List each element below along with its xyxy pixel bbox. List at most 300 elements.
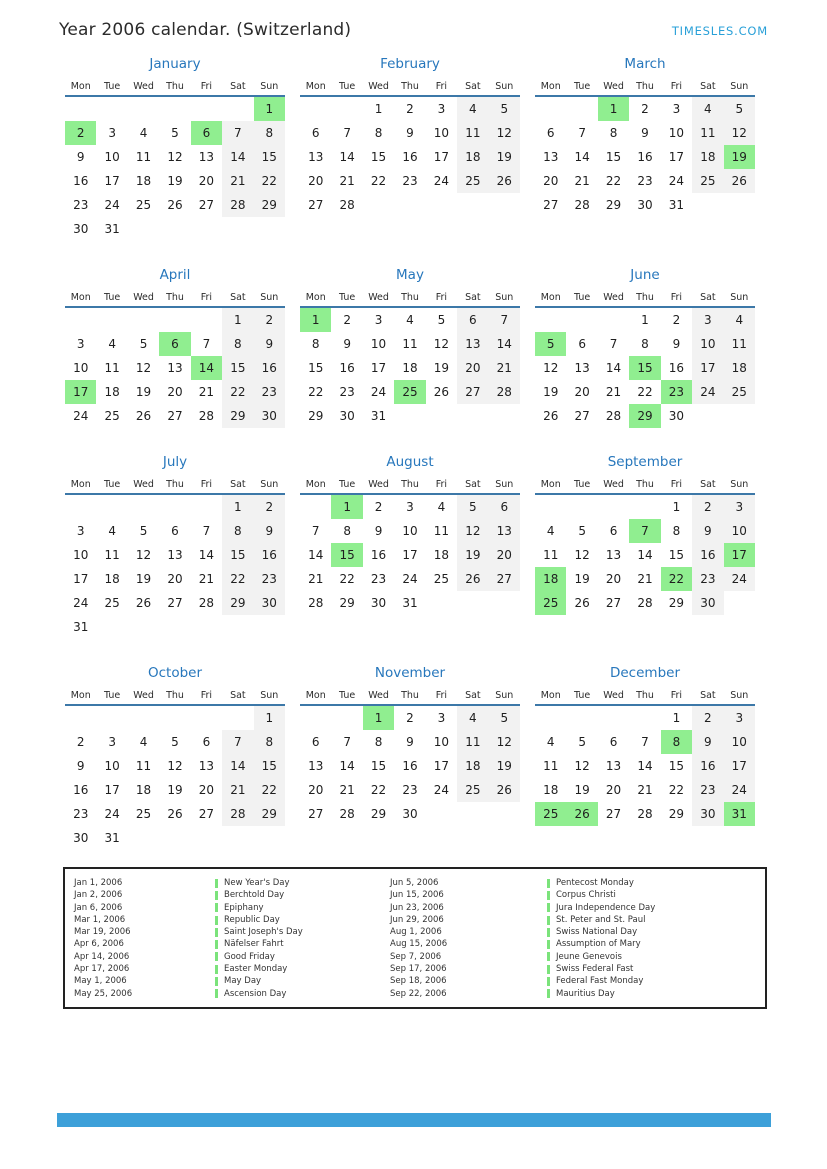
- day-cell: 12: [135, 361, 152, 375]
- day-cell: 16: [637, 150, 653, 164]
- weekday-label: Sat: [230, 292, 246, 303]
- day-cell: 20: [489, 543, 520, 567]
- holiday-day-cell: 5: [535, 332, 566, 356]
- empty-cell: [457, 591, 488, 615]
- holiday-marker-icon: [547, 928, 550, 937]
- day-cell: 10: [104, 150, 120, 164]
- day-cell: 23: [402, 783, 418, 797]
- holiday-marker-icon: [547, 879, 550, 888]
- empty-cell: [331, 97, 362, 121]
- weekday-label: Wed: [133, 81, 154, 92]
- empty-cell: [489, 802, 520, 826]
- weekday-label: Wed: [133, 479, 154, 490]
- month-day-grid: [535, 308, 755, 428]
- day-cell: 12: [574, 548, 590, 562]
- day-cell: 22: [668, 783, 685, 797]
- day-cell: 10: [370, 337, 387, 351]
- holiday-marker-icon: [547, 940, 550, 949]
- legend-holiday-name: [547, 926, 759, 938]
- day-cell: 8: [254, 121, 285, 145]
- day-cell: 24: [692, 380, 723, 404]
- day-cell: 2: [254, 308, 285, 332]
- month-january: [65, 56, 285, 241]
- day-cell: 14: [637, 759, 653, 773]
- day-cell: 2: [672, 313, 681, 327]
- day-cell: 11: [135, 150, 152, 164]
- weekday-label: Thu: [401, 81, 419, 92]
- day-cell: 15: [254, 145, 285, 169]
- day-cell: 28: [339, 198, 355, 212]
- day-cell: 15: [254, 754, 285, 778]
- weekday-header-row: [65, 81, 285, 97]
- day-cell: 24: [724, 778, 755, 802]
- day-cell: 26: [167, 198, 183, 212]
- legend-holiday-name: [547, 938, 759, 950]
- day-cell: 2: [641, 102, 649, 116]
- day-cell: 7: [489, 308, 520, 332]
- empty-cell: [598, 495, 629, 519]
- day-cell: 29: [254, 802, 285, 826]
- day-cell: 16: [402, 150, 418, 164]
- day-cell: 4: [546, 524, 555, 538]
- day-cell: 27: [308, 807, 324, 821]
- empty-cell: [426, 802, 457, 826]
- legend-date: Jan 6, 2006: [74, 902, 123, 913]
- empty-cell: [65, 308, 96, 332]
- day-cell: 1: [672, 711, 681, 725]
- day-cell: 20: [457, 356, 488, 380]
- legend-holiday-name: [215, 926, 390, 938]
- holiday-day-cell: 18: [535, 567, 566, 591]
- month-day-grid: [300, 495, 520, 615]
- holiday-day-cell: 2: [65, 121, 96, 145]
- day-cell: 29: [308, 409, 324, 423]
- weekday-label: Tue: [104, 81, 121, 92]
- day-cell: 13: [457, 332, 488, 356]
- weekday-label: Sun: [260, 690, 279, 701]
- legend-holiday-name: [547, 889, 759, 901]
- day-cell: 27: [167, 596, 183, 610]
- day-cell: 24: [104, 198, 120, 212]
- holiday-day-cell: 22: [661, 567, 692, 591]
- day-cell: 14: [308, 548, 324, 562]
- day-cell: 25: [692, 169, 723, 193]
- day-cell: 27: [605, 807, 622, 821]
- day-cell: 14: [339, 150, 355, 164]
- empty-cell: [65, 495, 96, 519]
- day-cell: 26: [489, 778, 520, 802]
- day-cell: 13: [167, 361, 183, 375]
- day-cell: 20: [167, 385, 183, 399]
- month-title: April: [159, 267, 191, 283]
- day-cell: 21: [339, 174, 355, 188]
- empty-cell: [65, 97, 96, 121]
- legend-holiday-name: [215, 988, 390, 1000]
- weekday-header-row: [300, 292, 520, 308]
- day-cell: 30: [339, 409, 355, 423]
- day-cell: 20: [605, 783, 622, 797]
- day-cell: 31: [370, 409, 387, 423]
- day-cell: 28: [339, 807, 355, 821]
- legend-holiday-label: May Day: [224, 976, 262, 987]
- weekday-label: Fri: [200, 479, 213, 490]
- day-cell: 23: [73, 198, 89, 212]
- day-cell: 11: [104, 361, 120, 375]
- day-cell: 3: [437, 711, 446, 725]
- day-cell: 20: [543, 174, 559, 188]
- day-cell: 19: [135, 572, 152, 586]
- day-cell: 21: [222, 169, 253, 193]
- holiday-day-cell: 19: [724, 145, 755, 169]
- holiday-marker-icon: [547, 965, 550, 974]
- day-cell: 18: [692, 145, 723, 169]
- empty-cell: [96, 308, 127, 332]
- empty-cell: [394, 404, 425, 428]
- holiday-day-cell: 25: [535, 591, 566, 615]
- empty-cell: [128, 615, 159, 639]
- holiday-day-cell: 6: [191, 121, 222, 145]
- legend-holiday-name: [215, 938, 390, 950]
- day-cell: 27: [167, 409, 183, 423]
- empty-cell: [128, 217, 159, 241]
- legend-date: Mar 19, 2006: [74, 927, 131, 938]
- month-may: [300, 267, 520, 428]
- day-cell: 4: [724, 308, 755, 332]
- month-day-grid: [535, 706, 755, 826]
- empty-cell: [159, 97, 190, 121]
- day-cell: 4: [406, 313, 414, 327]
- day-cell: 15: [370, 759, 387, 773]
- weekday-label: Tue: [574, 690, 591, 701]
- day-cell: 4: [108, 524, 116, 538]
- weekday-label: Fri: [670, 690, 683, 701]
- holiday-day-cell: 23: [661, 380, 692, 404]
- weekday-label: Sun: [730, 292, 749, 303]
- day-cell: 30: [668, 409, 685, 423]
- day-cell: 26: [457, 567, 488, 591]
- day-cell: 13: [167, 548, 183, 562]
- empty-cell: [191, 495, 222, 519]
- weekday-header-row: [300, 479, 520, 495]
- day-cell: 28: [222, 193, 253, 217]
- day-cell: 22: [339, 572, 355, 586]
- day-cell: 3: [724, 706, 755, 730]
- day-cell: 7: [222, 121, 253, 145]
- empty-cell: [96, 615, 127, 639]
- day-cell: 4: [457, 706, 488, 730]
- weekday-label: Mon: [540, 690, 561, 701]
- day-cell: 1: [254, 706, 285, 730]
- holiday-marker-icon: [547, 952, 550, 961]
- day-cell: 9: [406, 735, 414, 749]
- day-cell: 27: [308, 198, 324, 212]
- holiday-marker-icon: [547, 891, 550, 900]
- holiday-marker-icon: [215, 928, 218, 937]
- day-cell: 18: [104, 385, 120, 399]
- weekday-label: Sat: [465, 690, 481, 701]
- day-cell: 10: [724, 730, 755, 754]
- day-cell: 5: [139, 337, 148, 351]
- weekday-label: Fri: [435, 479, 448, 490]
- day-cell: 3: [76, 524, 85, 538]
- day-cell: 17: [724, 754, 755, 778]
- day-cell: 4: [457, 97, 488, 121]
- day-cell: 20: [167, 572, 183, 586]
- weekday-label: Sun: [495, 690, 514, 701]
- day-cell: 4: [546, 735, 555, 749]
- day-cell: 8: [374, 126, 383, 140]
- weekday-label: Wed: [603, 81, 624, 92]
- day-cell: 26: [167, 807, 183, 821]
- weekday-label: Tue: [574, 292, 591, 303]
- day-cell: 18: [457, 754, 488, 778]
- empty-cell: [300, 495, 331, 519]
- day-cell: 19: [574, 572, 590, 586]
- day-cell: 5: [724, 97, 755, 121]
- empty-cell: [566, 495, 597, 519]
- empty-cell: [535, 706, 566, 730]
- day-cell: 5: [171, 735, 179, 749]
- month-day-grid: [65, 706, 285, 850]
- day-cell: 7: [222, 730, 253, 754]
- legend-holiday-name: [215, 951, 390, 963]
- day-cell: 6: [457, 308, 488, 332]
- day-cell: 19: [489, 754, 520, 778]
- day-cell: 28: [489, 380, 520, 404]
- day-cell: 23: [254, 567, 285, 591]
- day-cell: 21: [637, 572, 653, 586]
- weekday-label: Mon: [70, 690, 91, 701]
- day-cell: 8: [311, 337, 320, 351]
- day-cell: 20: [308, 174, 324, 188]
- day-cell: 15: [605, 150, 622, 164]
- empty-cell: [128, 826, 159, 850]
- day-cell: 30: [73, 831, 89, 845]
- weekday-header-row: [300, 81, 520, 97]
- day-cell: 24: [433, 174, 450, 188]
- day-cell: 15: [222, 356, 253, 380]
- holiday-day-cell: 15: [331, 543, 362, 567]
- day-cell: 29: [339, 596, 355, 610]
- weekday-label: Tue: [339, 292, 356, 303]
- legend-date: Mar 1, 2006: [74, 914, 126, 925]
- weekday-label: Thu: [166, 690, 184, 701]
- day-cell: 6: [489, 495, 520, 519]
- day-cell: 22: [254, 778, 285, 802]
- day-cell: 16: [692, 754, 723, 778]
- day-cell: 25: [104, 409, 120, 423]
- day-cell: 18: [402, 361, 418, 375]
- day-cell: 4: [437, 500, 446, 514]
- day-cell: 14: [637, 548, 653, 562]
- day-cell: 17: [433, 759, 450, 773]
- weekday-label: Mon: [305, 81, 326, 92]
- day-cell: 26: [135, 596, 152, 610]
- weekday-label: Tue: [104, 690, 121, 701]
- day-cell: 27: [605, 596, 622, 610]
- legend-holiday-name: [215, 975, 390, 987]
- empty-cell: [191, 826, 222, 850]
- legend-date: Apr 17, 2006: [74, 964, 130, 975]
- day-cell: 6: [171, 524, 179, 538]
- legend-holiday-name: [547, 988, 759, 1000]
- day-cell: 12: [167, 150, 183, 164]
- day-cell: 26: [574, 596, 590, 610]
- legend-date: Jan 2, 2006: [74, 890, 123, 901]
- day-cell: 20: [308, 783, 324, 797]
- legend-holiday-label: Mauritius Day: [556, 988, 615, 999]
- day-cell: 17: [668, 150, 685, 164]
- day-cell: 21: [574, 174, 590, 188]
- empty-cell: [692, 193, 723, 217]
- day-cell: 19: [167, 783, 183, 797]
- empty-cell: [535, 97, 566, 121]
- empty-cell: [254, 826, 285, 850]
- day-cell: 10: [433, 126, 450, 140]
- day-cell: 9: [641, 126, 649, 140]
- month-title: July: [162, 454, 188, 470]
- month-february: [300, 56, 520, 217]
- day-cell: 16: [73, 783, 89, 797]
- day-cell: 31: [104, 222, 120, 236]
- empty-cell: [96, 97, 127, 121]
- legend-holiday-name: [547, 951, 759, 963]
- day-cell: 21: [637, 783, 653, 797]
- holiday-day-cell: 25: [394, 380, 425, 404]
- holiday-day-cell: 8: [661, 730, 692, 754]
- weekday-label: Wed: [368, 292, 389, 303]
- empty-cell: [300, 97, 331, 121]
- day-cell: 18: [135, 783, 152, 797]
- month-title: September: [607, 454, 683, 470]
- holiday-marker-icon: [215, 879, 218, 888]
- weekday-label: Wed: [603, 292, 624, 303]
- legend-holiday-name: [215, 877, 390, 889]
- weekday-label: Sat: [700, 81, 716, 92]
- day-cell: 11: [433, 524, 450, 538]
- weekday-label: Thu: [401, 292, 419, 303]
- day-cell: 2: [406, 711, 414, 725]
- day-cell: 12: [574, 759, 590, 773]
- brand-link[interactable]: TIMESLES.COM: [671, 24, 768, 38]
- day-cell: 23: [339, 385, 355, 399]
- day-cell: 1: [641, 313, 649, 327]
- day-cell: 16: [370, 548, 387, 562]
- weekday-label: Sun: [730, 690, 749, 701]
- day-cell: 26: [543, 409, 559, 423]
- day-cell: 2: [343, 313, 351, 327]
- weekday-label: Wed: [603, 479, 624, 490]
- day-cell: 31: [402, 596, 418, 610]
- day-cell: 18: [135, 174, 152, 188]
- legend-holiday-label: Berchtold Day: [224, 890, 285, 901]
- day-cell: 6: [202, 735, 211, 749]
- weekday-header-row: [65, 479, 285, 495]
- day-cell: 15: [222, 543, 253, 567]
- weekday-label: Mon: [540, 292, 561, 303]
- day-cell: 10: [433, 735, 450, 749]
- day-cell: 30: [254, 591, 285, 615]
- day-cell: 10: [73, 548, 89, 562]
- day-cell: 27: [543, 198, 559, 212]
- legend-holiday-label: Saint Joseph's Day: [224, 927, 303, 938]
- day-cell: 9: [343, 337, 351, 351]
- day-cell: 16: [254, 543, 285, 567]
- day-cell: 22: [370, 783, 387, 797]
- day-cell: 19: [489, 145, 520, 169]
- day-cell: 6: [546, 126, 555, 140]
- day-cell: 6: [311, 735, 320, 749]
- empty-cell: [426, 193, 457, 217]
- day-cell: 7: [609, 337, 618, 351]
- month-june: [535, 267, 755, 428]
- empty-cell: [128, 97, 159, 121]
- day-cell: 9: [692, 519, 723, 543]
- day-cell: 12: [457, 519, 488, 543]
- day-cell: 23: [254, 380, 285, 404]
- day-cell: 19: [543, 385, 559, 399]
- day-cell: 5: [489, 97, 520, 121]
- day-cell: 28: [574, 198, 590, 212]
- holiday-day-cell: 17: [65, 380, 96, 404]
- day-cell: 12: [135, 548, 152, 562]
- day-cell: 5: [457, 495, 488, 519]
- day-cell: 22: [222, 380, 253, 404]
- day-cell: 12: [724, 121, 755, 145]
- weekday-header-row: [535, 479, 755, 495]
- month-title: October: [147, 665, 203, 681]
- legend-holiday-name: [547, 963, 759, 975]
- empty-cell: [191, 706, 222, 730]
- empty-cell: [128, 308, 159, 332]
- empty-cell: [457, 193, 488, 217]
- weekday-label: Sat: [465, 292, 481, 303]
- month-day-grid: [65, 308, 285, 428]
- legend-holiday-label: Corpus Christi: [556, 890, 616, 901]
- month-title: December: [609, 665, 680, 681]
- day-cell: 28: [308, 596, 324, 610]
- legend-holiday-name: [547, 902, 759, 914]
- day-cell: 4: [139, 126, 148, 140]
- empty-cell: [159, 615, 190, 639]
- weekday-label: Sat: [230, 690, 246, 701]
- day-cell: 17: [73, 572, 89, 586]
- day-cell: 13: [308, 150, 324, 164]
- legend-date: May 1, 2006: [74, 976, 127, 987]
- legend-date: Apr 14, 2006: [74, 951, 130, 962]
- holiday-marker-icon: [215, 916, 218, 925]
- day-cell: 17: [104, 783, 120, 797]
- month-day-grid: [300, 706, 520, 826]
- empty-cell: [159, 706, 190, 730]
- day-cell: 24: [73, 409, 89, 423]
- empty-cell: [598, 308, 629, 332]
- day-cell: 26: [489, 169, 520, 193]
- weekday-label: Mon: [70, 81, 91, 92]
- day-cell: 31: [668, 198, 685, 212]
- weekday-label: Sat: [230, 479, 246, 490]
- weekday-label: Tue: [339, 81, 356, 92]
- day-cell: 7: [578, 126, 586, 140]
- day-cell: 23: [692, 778, 723, 802]
- day-cell: 8: [672, 524, 681, 538]
- day-cell: 17: [370, 361, 387, 375]
- weekday-label: Thu: [401, 690, 419, 701]
- day-cell: 8: [343, 524, 351, 538]
- day-cell: 11: [543, 548, 559, 562]
- empty-cell: [394, 193, 425, 217]
- empty-cell: [300, 706, 331, 730]
